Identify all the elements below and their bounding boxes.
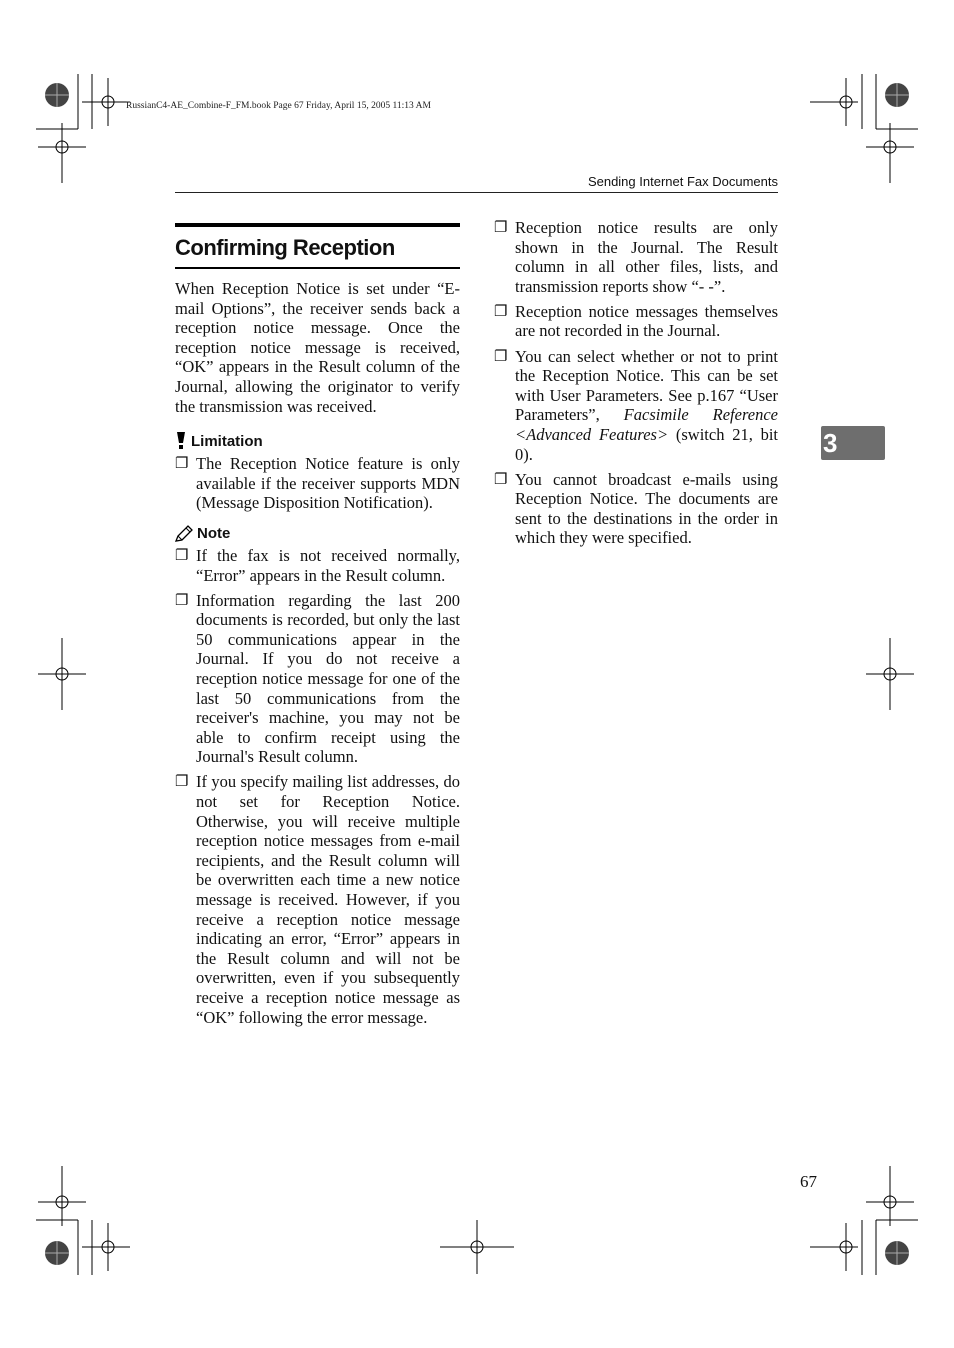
note-label: Note xyxy=(197,524,231,542)
note-list xyxy=(175,546,460,1027)
right-list xyxy=(494,218,778,548)
running-head: Sending Internet Fax Documents xyxy=(587,174,778,189)
right-column xyxy=(494,218,778,554)
list-item: ❐ You can select whether or not to print the Reception Notice. This can be set with User Parameters. See p.167 “User Parameters”, Facsimile Reference <Advanced Features> (switch 21, bit 0). xyxy=(494,346,779,464)
limitation-heading xyxy=(175,432,460,450)
heading-rule-bottom xyxy=(175,267,460,269)
list-item: ❐ Reception notice messages themselves are not recorded in the Journal. xyxy=(494,301,778,341)
limitation-list xyxy=(175,454,460,513)
list-item: ❐ Information regarding the last 200 documents is recorded, but only the last 50 communications appear in the Journal. If you do not receive a reception notice message for one of the last 50 communications from the receiver's machine, you may not be able to confirm receipt using the Journal's Result column. xyxy=(175,590,460,767)
checkbox-bullet-icon: ❐ xyxy=(175,774,189,791)
exclamation-icon xyxy=(175,432,187,450)
list-item: ❐ Reception notice results are only shown in the Journal. The Result column in all other files, lists, and transmission reports show “- -”. xyxy=(494,218,778,296)
list-item: ❐ You cannot broadcast e-mails using Reception Notice. The documents are sent to the destinations in the order in which they were specified. xyxy=(494,469,778,548)
chapter-tab: 3 xyxy=(821,426,885,460)
checkbox-bullet-icon: ❐ xyxy=(494,348,508,365)
list-item: ❐ If you specify mailing list addresses, do not set for Reception Notice. Otherwise, you will receive multiple reception notice messages from e-mail recipients, and the Result column will be overwritten each time a new notice message is received. However, if you receive a reception notice message indicating an error, “Error” appears in the Result column and will not be overwritten, even if you subsequently receive a reception notice message as “OK” following the error message. xyxy=(175,772,460,1027)
cross-reference[interactable]: Facsimile Reference <Advanced Features> xyxy=(515,405,778,444)
checkbox-bullet-icon: ❐ xyxy=(494,303,508,320)
checkbox-bullet-icon: ❐ xyxy=(175,547,189,564)
file-info: RussianC4-AE_Combine-F_FM.book Page 67 Friday, April 15, 2005 11:13 AM xyxy=(126,101,431,111)
header-rule xyxy=(175,192,778,193)
intro-paragraph: When Reception Notice is set under “E-mail Options”, the receiver sends back a reception notice message. Once the reception notice message is received, “OK” appears in the Result column of the Journal, allowing the originator to verify the transmission was received. xyxy=(175,279,460,416)
limitation-label: Limitation xyxy=(191,432,263,450)
checkbox-bullet-icon: ❐ xyxy=(175,456,189,473)
page-number: 67 xyxy=(800,1172,817,1191)
checkbox-bullet-icon: ❐ xyxy=(494,220,508,236)
list-item: ❐ If the fax is not received normally, “Error” appears in the Result column. xyxy=(175,545,460,585)
checkbox-bullet-icon: ❐ xyxy=(494,471,508,488)
left-column xyxy=(175,223,460,1033)
checkbox-bullet-icon: ❐ xyxy=(175,592,189,609)
pencil-icon xyxy=(175,525,193,542)
list-item: ❐ The Reception Notice feature is only available if the receiver supports MDN (Message Disposition Notification). xyxy=(175,454,460,513)
section-title: Confirming Reception xyxy=(175,235,395,260)
note-heading xyxy=(175,525,460,542)
